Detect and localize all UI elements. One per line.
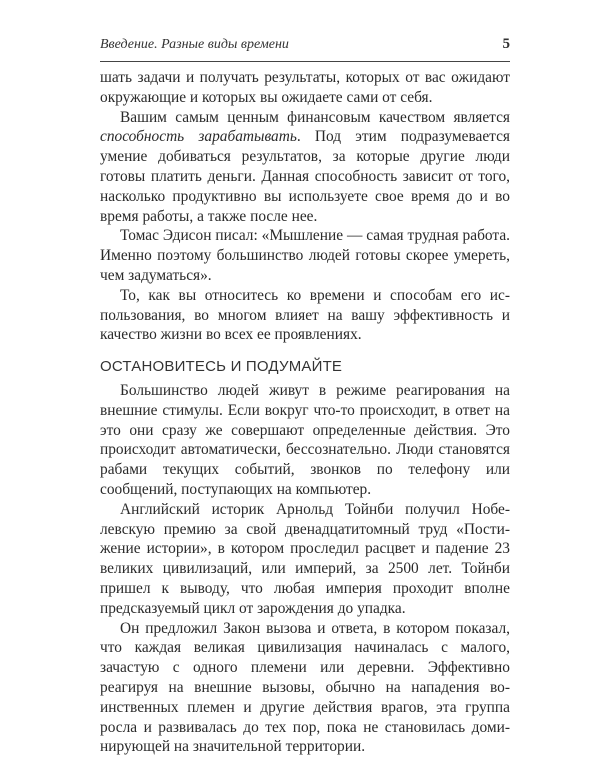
paragraph-3: Томас Эдисон писал: «Мышление — самая трудная работа. Именно поэтому большинство людей готовы скорее умереть, чем задуматься». xyxy=(100,227,510,284)
body-text xyxy=(100,68,510,757)
paragraph-1: шать задачи и получать результаты, которых от вас ожидают окружающие и которых вы ожидаете сами от себя. xyxy=(100,69,510,106)
header-rule xyxy=(100,61,510,62)
paragraph-2-emphasis: способность зарабатывать xyxy=(100,128,297,146)
page-number: 5 xyxy=(502,36,510,52)
paragraph-2-end: . Под этим подразумевается умение добиваться результатов, за которые другие люди готовы платить деньги. Данная способность зависит от того, насколько продуктивно вы используете свое время до и во время работы, а также после нее. xyxy=(100,128,511,225)
paragraph-6: Английский историк Арнольд Тойнби получил Нобелевскую премию за свой двенадцатитомный труд «Постижение истории», в котором проследил расцвет и падение 23 великих цивилизаций, или империй, за 2500 лет. Тойнби пришел к выводу, что любая империя проходит вполне предсказуемый цикл от зарождения до упадка. xyxy=(100,500,510,617)
section-heading: ОСТАНОВИТЕСЬ И ПОДУМАЙТЕ xyxy=(100,358,343,376)
paragraph-2-start: Вашим самым ценным финансовым качеством является xyxy=(120,108,510,126)
paragraph-2 xyxy=(100,108,510,227)
paragraph-7: Он предложил Закон вызова и ответа, в котором показал, что каждая великая цивилизация начиналась с малого, зачастую с одного племени или деревни. Эффективно реагируя на внешние вызовы, обычно на нападения воинственных племен и другие действия врагов, эта группа росла и развивалась до тех пор, пока не становилась доминирующей на значительной территории. xyxy=(100,619,510,756)
running-title: Введение. Разные виды времени xyxy=(100,37,289,52)
paragraph-4: То, как вы относитесь ко времени и способам его использования, во многом влияет на вашу эффективность и качество жизни во всех ее проявлениях. xyxy=(100,286,510,344)
running-head xyxy=(100,36,510,53)
paragraph-5: Большинство людей живут в режиме реагирования на внешние стимулы. Если вокруг что-то происходит, в ответ на это они сразу же совершают определенные действия. Это происходит автоматически, бессознательно. Люди становятся рабами текущих событий, звонков по телефону или сообщений, поступающих на компьютер. xyxy=(100,381,510,498)
